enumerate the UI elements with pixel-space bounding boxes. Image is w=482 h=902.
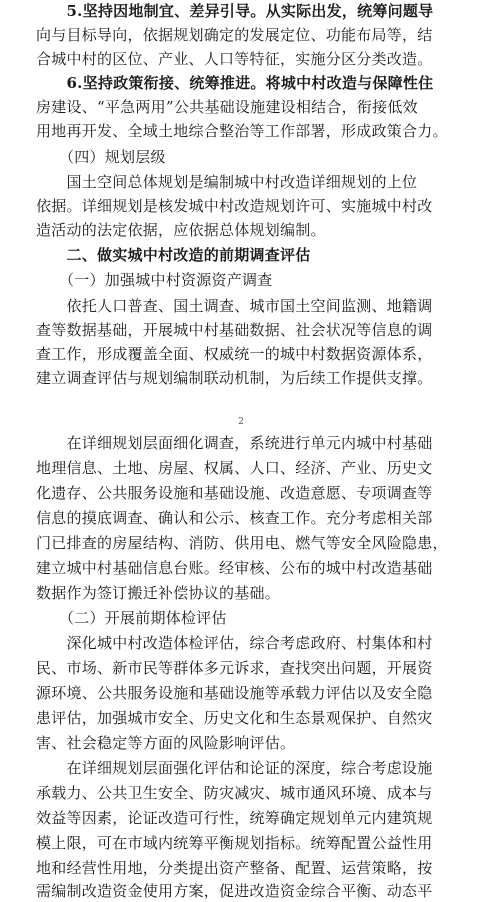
text-line: 门已排查的房屋结构、消防、供用电、燃气等安全风险隐患，	[36, 534, 448, 552]
text-line: 承载力、公共卫生安全、防灾减灾、城市通风环境、成本与	[36, 784, 433, 802]
chapter-heading: 二、做实城中村改造的前期调查评估	[36, 246, 311, 264]
text-line: 合城中村的区位、产业、人口等特征，实施分区分类改造。	[36, 50, 433, 68]
section-heading: （二）开展前期体检评估	[36, 609, 227, 627]
text-line: 害、社会稳定等方面的风险影响评估。	[36, 734, 296, 752]
text-line: 地和经营性用地，分类提出资产整备、配置、运营策略，按	[36, 859, 433, 877]
text-line: 效益等因素，论证改造可行性，统筹确定规划单元内建筑规	[36, 809, 433, 827]
text-line: 源环境、公共服务设施和基础设施等承载力评估以及安全隐	[36, 684, 433, 702]
text-line: 数据作为签订搬迁补偿协议的基础。	[36, 584, 281, 602]
text-line: 用地再开发、全域土地综合整治等工作部署，形成政策合力。	[36, 122, 448, 140]
text-line: 在详细规划层面强化评估和论证的深度，综合考虑设施	[36, 759, 433, 777]
text-line: 在详细规划层面细化调查，系统进行单元内城中村基础	[36, 434, 433, 452]
text-line: 5.坚持因地制宜、差异引导。从实际出发，统筹问题导	[36, 2, 434, 20]
text-line: 依据。详细规划是核发城中村改造规划许可、实施城中村改	[36, 197, 433, 215]
text-line: 6.坚持政策衔接、统筹推进。将城中村改造与保障性住	[36, 74, 434, 92]
text-line: 建立调查评估与规划编制联动机制，为后续工作提供支撑。	[36, 369, 433, 387]
text-line: 深化城中村改造体检评估，综合考虑政府、村集体和村	[36, 634, 433, 652]
text-line: 房建设、“平急两用”公共基础设施建设相结合，衔接低效	[36, 98, 418, 116]
text-line: 建立城中村基础信息台账。经审核、公布的城中村改造基础	[36, 559, 433, 577]
text-line: 患评估，加强城市安全、历史文化和生态景观保护、自然灾	[36, 709, 433, 727]
text-line: 造活动的法定依据，应依据总体规划编制。	[36, 221, 326, 239]
text-line: 依托人口普查、国土调查、城市国土空间监测、地籍调	[36, 297, 433, 315]
section-heading: （一）加强城中村资源资产调查	[36, 271, 273, 289]
text-line: 地理信息、土地、房屋、权属、人口、经济、产业、历史文	[36, 459, 433, 477]
section-heading: （四）规划层级	[36, 148, 166, 166]
page-number: 2	[238, 417, 244, 427]
text-line: 向与目标导向，依据规划确定的发展定位、功能布局等，结	[36, 26, 433, 44]
text-line: 需编制改造资金使用方案，促进改造资金综合平衡、动态平	[36, 882, 433, 900]
text-line: 模上限，可在市域内统筹平衡规划指标。统筹配置公益性用	[36, 834, 433, 852]
text-line: 查等数据基础，开展城中村基础数据、社会状况等信息的调	[36, 321, 433, 339]
text-line: 信息的摸底调查、确认和公示、核查工作。充分考虑相关部	[36, 509, 433, 527]
text-line: 查工作，形成覆盖全面、权威统一的城中村数据资源体系，	[36, 345, 433, 363]
text-line: 国土空间总体规划是编制城中村改造详细规划的上位	[36, 173, 418, 191]
text-line: 化遗存、公共服务设施和基础设施、改造意愿、专项调查等	[36, 484, 433, 502]
text-line: 民、市场、新市民等群体多元诉求，查找突出问题，开展资	[36, 659, 433, 677]
